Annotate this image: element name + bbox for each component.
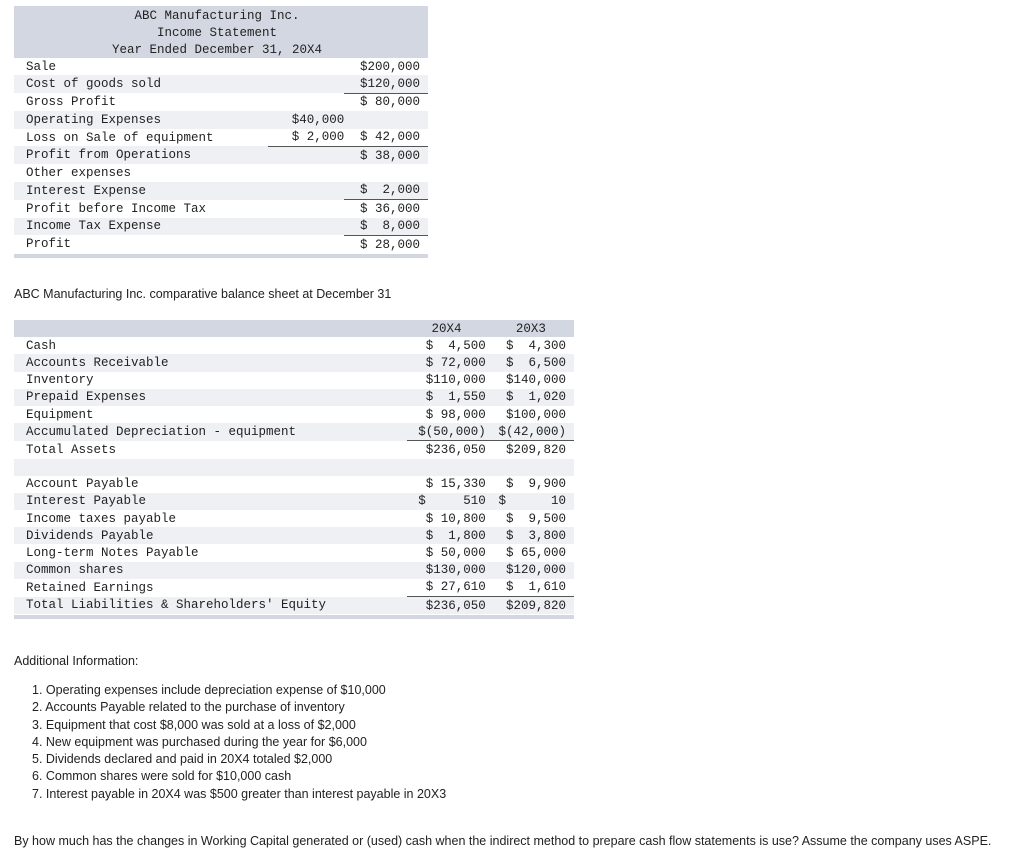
table-row: [14, 476, 574, 493]
row-label: Other expenses: [14, 164, 268, 181]
company-name: ABC Manufacturing Inc.: [134, 9, 300, 23]
row-value: $ 28,000: [344, 235, 428, 253]
table-row: [14, 406, 574, 423]
table-row: [14, 389, 574, 406]
row-value: $ 1,020: [496, 389, 574, 406]
balance-sheet-title: ABC Manufacturing Inc. comparative balance sheet at December 31: [14, 287, 392, 301]
list-item: 7. Interest payable in 20X4 was $500 greater than interest payable in 20X3: [32, 786, 447, 801]
row-value: $ 2,000: [268, 129, 344, 147]
row-value: $209,820: [496, 597, 574, 615]
row-label: Gross Profit: [14, 93, 268, 111]
row-value: $ 98,000: [425, 407, 486, 422]
row-value: $100,000: [505, 407, 566, 422]
table-row: [14, 182, 428, 200]
row-value: $ 65,000: [505, 546, 566, 561]
table-row: [14, 544, 574, 561]
row-value: $ 4,500: [425, 338, 486, 353]
table-row: [14, 146, 428, 164]
table-row: [14, 111, 428, 128]
table-row: [14, 164, 428, 181]
table-row: [14, 235, 428, 253]
row-value: $236,050: [407, 597, 495, 615]
row-value: [344, 111, 428, 128]
row-value: $ 2,000: [344, 182, 428, 200]
table-row: [14, 510, 574, 527]
row-value: [268, 235, 344, 253]
column-header-20x4: 20X4: [407, 320, 495, 337]
table-footer-bar: [14, 253, 428, 258]
list-item: 4. New equipment was purchased during the year for $6,000: [32, 734, 367, 749]
row-value: $130,000: [407, 562, 495, 579]
table-row: [14, 218, 428, 236]
row-label: Equipment: [26, 407, 94, 422]
row-value: [268, 75, 344, 93]
spacer-row: [14, 459, 574, 476]
table-row: [14, 58, 428, 75]
row-label: Prepaid Expenses: [14, 389, 407, 406]
list-item: 2. Accounts Payable related to the purchase of inventory: [32, 700, 345, 715]
row-value: $ 4,300: [505, 338, 566, 353]
row-value: $110,000: [425, 373, 486, 388]
balance-sheet: [14, 320, 574, 619]
row-value: $200,000: [344, 58, 428, 75]
row-value: [344, 164, 428, 181]
row-value: $ 15,330: [425, 477, 486, 492]
row-value: $ 1,800: [407, 527, 495, 544]
list-item: 5. Dividends declared and paid in 20X4 totaled $2,000: [32, 752, 333, 767]
row-label: Common shares: [14, 562, 407, 579]
row-value: $(42,000): [496, 423, 574, 441]
statement-period: Year Ended December 31, 20X4: [111, 43, 323, 57]
row-label: Long-term Notes Payable: [26, 546, 199, 561]
income-statement-table: [14, 58, 428, 253]
row-value: $209,820: [505, 442, 566, 457]
row-value: [268, 182, 344, 200]
table-row: [14, 527, 574, 544]
row-value: [268, 93, 344, 111]
row-label: Total Liabilities & Shareholders' Equity: [14, 597, 407, 615]
row-value: $120,000: [344, 75, 428, 93]
table-row: [14, 372, 574, 389]
table-row: [14, 423, 574, 441]
additional-info-title: Additional Information:: [14, 654, 139, 668]
row-label: Retained Earnings: [26, 580, 154, 595]
income-statement-header: [14, 6, 428, 58]
row-value: [268, 200, 344, 218]
table-row: [14, 493, 574, 510]
table-row: [14, 129, 428, 147]
table-row: [14, 337, 574, 354]
row-label: Operating Expenses: [14, 111, 268, 128]
row-label: Profit: [14, 235, 268, 253]
row-value: $120,000: [496, 562, 574, 579]
row-value: $ 38,000: [344, 146, 428, 164]
row-label: Profit before Income Tax: [14, 200, 268, 218]
row-value: $ 10,800: [425, 511, 486, 526]
row-value: $ 27,610: [407, 579, 495, 597]
question-text: By how much has the changes in Working Capital generated or (used) cash when the indirect method to prepare cash flow statements is use? Assume the company uses ASPE.: [14, 834, 992, 848]
column-header-row: [14, 320, 574, 337]
list-item: 6. Common shares were sold for $10,000 cash: [32, 769, 292, 784]
table-row: [14, 354, 574, 371]
row-value: $ 1,610: [496, 579, 574, 597]
row-label: Total Assets: [26, 442, 117, 457]
table-row: [14, 75, 428, 93]
row-value: $ 80,000: [344, 93, 428, 111]
row-label: Income Tax Expense: [14, 218, 268, 236]
column-header-20x3: 20X3: [496, 320, 574, 337]
row-label: Profit from Operations: [14, 146, 268, 164]
row-label: Accounts Receivable: [14, 354, 407, 371]
row-label: Sale: [14, 58, 268, 75]
row-value: $ 3,800: [496, 527, 574, 544]
row-label: Account Payable: [26, 477, 139, 492]
row-label: Cash: [26, 338, 57, 353]
table-row: [14, 93, 428, 111]
row-label: Income taxes payable: [26, 511, 177, 526]
table-row: [14, 562, 574, 579]
table-row: [14, 441, 574, 459]
row-label: Inventory: [26, 373, 94, 388]
additional-info-list: [32, 682, 446, 803]
row-value: $ 9,900: [505, 477, 566, 492]
row-label: Interest Payable: [14, 493, 407, 510]
table-row: [14, 579, 574, 597]
row-value: $40,000: [268, 111, 344, 128]
row-value: $ 6,500: [496, 354, 574, 371]
row-value: $(50,000): [407, 423, 495, 441]
row-label: Cost of goods sold: [14, 75, 268, 93]
list-item: 1. Operating expenses include depreciation expense of $10,000: [32, 683, 386, 697]
row-value: $ 50,000: [425, 546, 486, 561]
list-item: 3. Equipment that cost $8,000 was sold at a loss of $2,000: [32, 717, 356, 732]
row-value: [268, 164, 344, 181]
row-value: $ 8,000: [344, 218, 428, 236]
balance-sheet-table: [14, 320, 574, 614]
row-value: [268, 218, 344, 236]
row-value: [268, 146, 344, 164]
row-value: $ 42,000: [344, 129, 428, 147]
table-row: [14, 200, 428, 218]
row-label: Interest Expense: [14, 182, 268, 200]
row-value: $ 9,500: [505, 511, 566, 526]
row-label: Accumulated Depreciation - equipment: [14, 423, 407, 441]
row-value: [268, 58, 344, 75]
row-value: $236,050: [425, 442, 486, 457]
statement-title: Income Statement: [156, 26, 278, 40]
row-value: $ 10: [496, 493, 574, 510]
table-footer-bar: [14, 614, 574, 619]
row-value: $ 72,000: [407, 354, 495, 371]
row-value: $140,000: [505, 373, 566, 388]
income-statement: [14, 6, 428, 258]
row-value: $ 1,550: [407, 389, 495, 406]
table-row: [14, 597, 574, 615]
row-value: $ 36,000: [344, 200, 428, 218]
row-label: Loss on Sale of equipment: [14, 129, 268, 147]
row-value: $ 510: [407, 493, 495, 510]
row-label: Dividends Payable: [14, 527, 407, 544]
